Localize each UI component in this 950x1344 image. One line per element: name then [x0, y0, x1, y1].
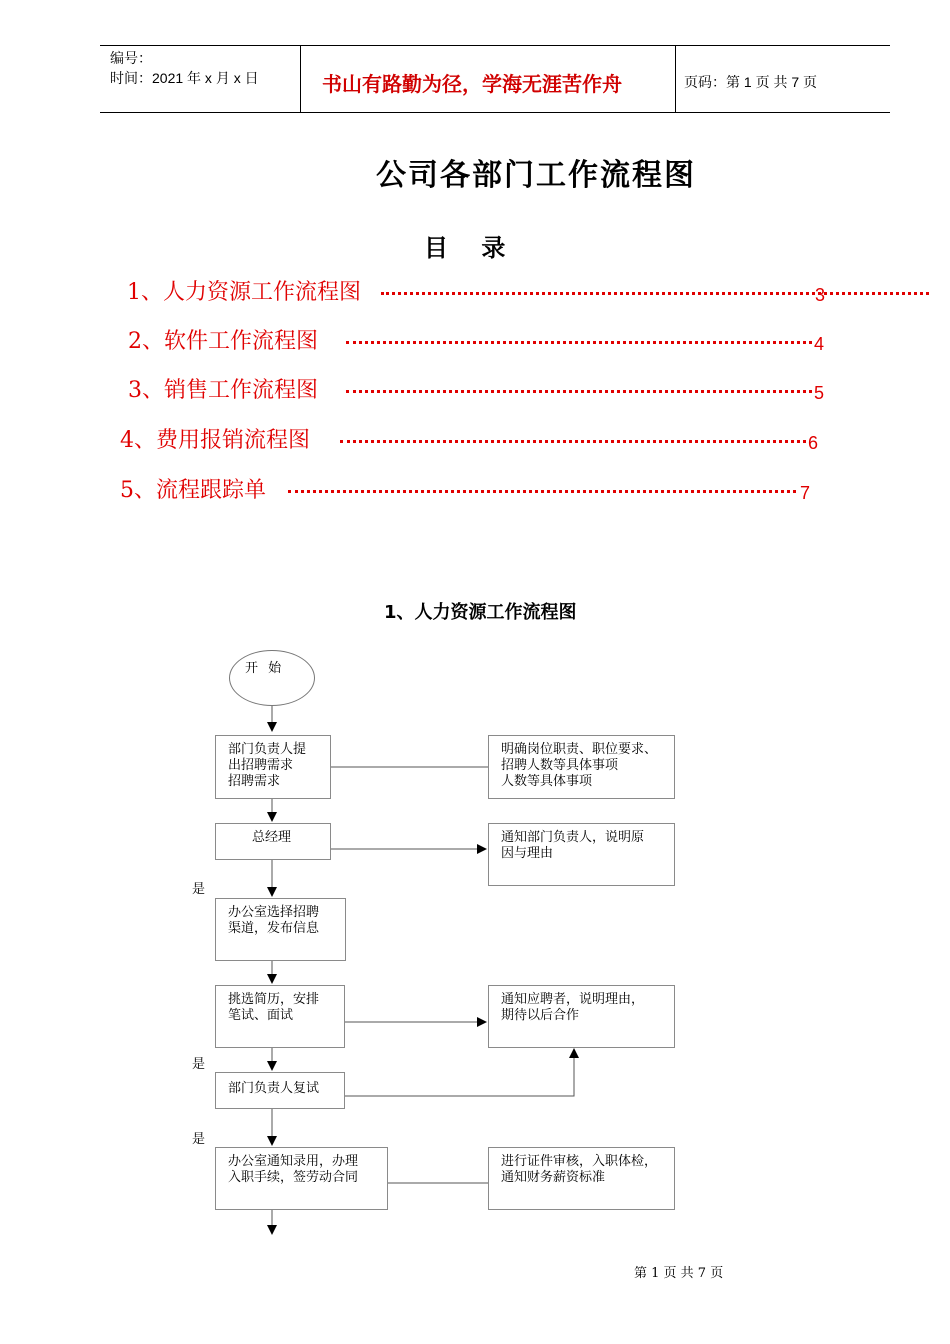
flow-yes-label: 是: [192, 882, 206, 897]
toc-entry-page: 3: [815, 285, 826, 305]
section-title: 1、人力资源工作流程图: [384, 602, 577, 623]
flow-step: 挑选简历，安排 笔试、面试: [215, 985, 345, 1048]
page-footer: 第 1 页 共 7 页: [634, 1266, 724, 1281]
flow-side-note: 进行证件审核，入职体检， 通知财务薪资标准: [488, 1147, 675, 1210]
toc-entry-label: 3、销售工作流程图: [128, 378, 318, 403]
toc-entry-page: 7: [800, 483, 811, 503]
flow-step: 部门负责人提 出招聘需求 招聘需求: [215, 735, 331, 799]
header-page-label: 页码：第 1 页 共 7 页: [684, 74, 818, 90]
document-title: 公司各部门工作流程图: [376, 158, 696, 193]
flow-side-note: 通知部门负责人，说明原 因与理由: [488, 823, 675, 886]
flow-side-note: 明确岗位职责、职位要求、 招聘人数等具体事项 人数等具体事项: [488, 735, 675, 799]
flow-step: 办公室通知录用，办理 入职手续，签劳动合同: [215, 1147, 388, 1210]
flow-yes-label: 是: [192, 1057, 206, 1072]
flow-step: 总经理: [215, 823, 331, 860]
toc-entry-label: 5、流程跟踪单: [120, 478, 266, 503]
flow-arrow: [344, 1049, 574, 1096]
toc-heading: 目 录: [424, 234, 506, 262]
toc-entry-label: 1、人力资源工作流程图: [127, 280, 361, 305]
header-time-label: 时间：2021 年 x 月 x 日: [110, 70, 259, 86]
header-number-label: 编号：: [110, 50, 152, 66]
toc-entry-page: 5: [814, 383, 825, 403]
header-motto: 书山有路勤为径，学海无涯苦作舟: [322, 72, 622, 96]
toc-entry-page: 6: [808, 433, 819, 453]
flow-start-label: 开 始: [245, 661, 285, 676]
toc-entry-page: 4: [814, 334, 825, 354]
flow-step: 部门负责人复试: [215, 1072, 345, 1109]
toc-entry-label: 4、费用报销流程图: [120, 428, 310, 453]
flow-yes-label: 是: [192, 1132, 206, 1147]
flow-side-note: 通知应聘者，说明理由， 期待以后合作: [488, 985, 675, 1048]
toc-entry-label: 2、软件工作流程图: [128, 329, 318, 354]
flow-step: 办公室选择招聘 渠道，发布信息: [215, 898, 346, 961]
